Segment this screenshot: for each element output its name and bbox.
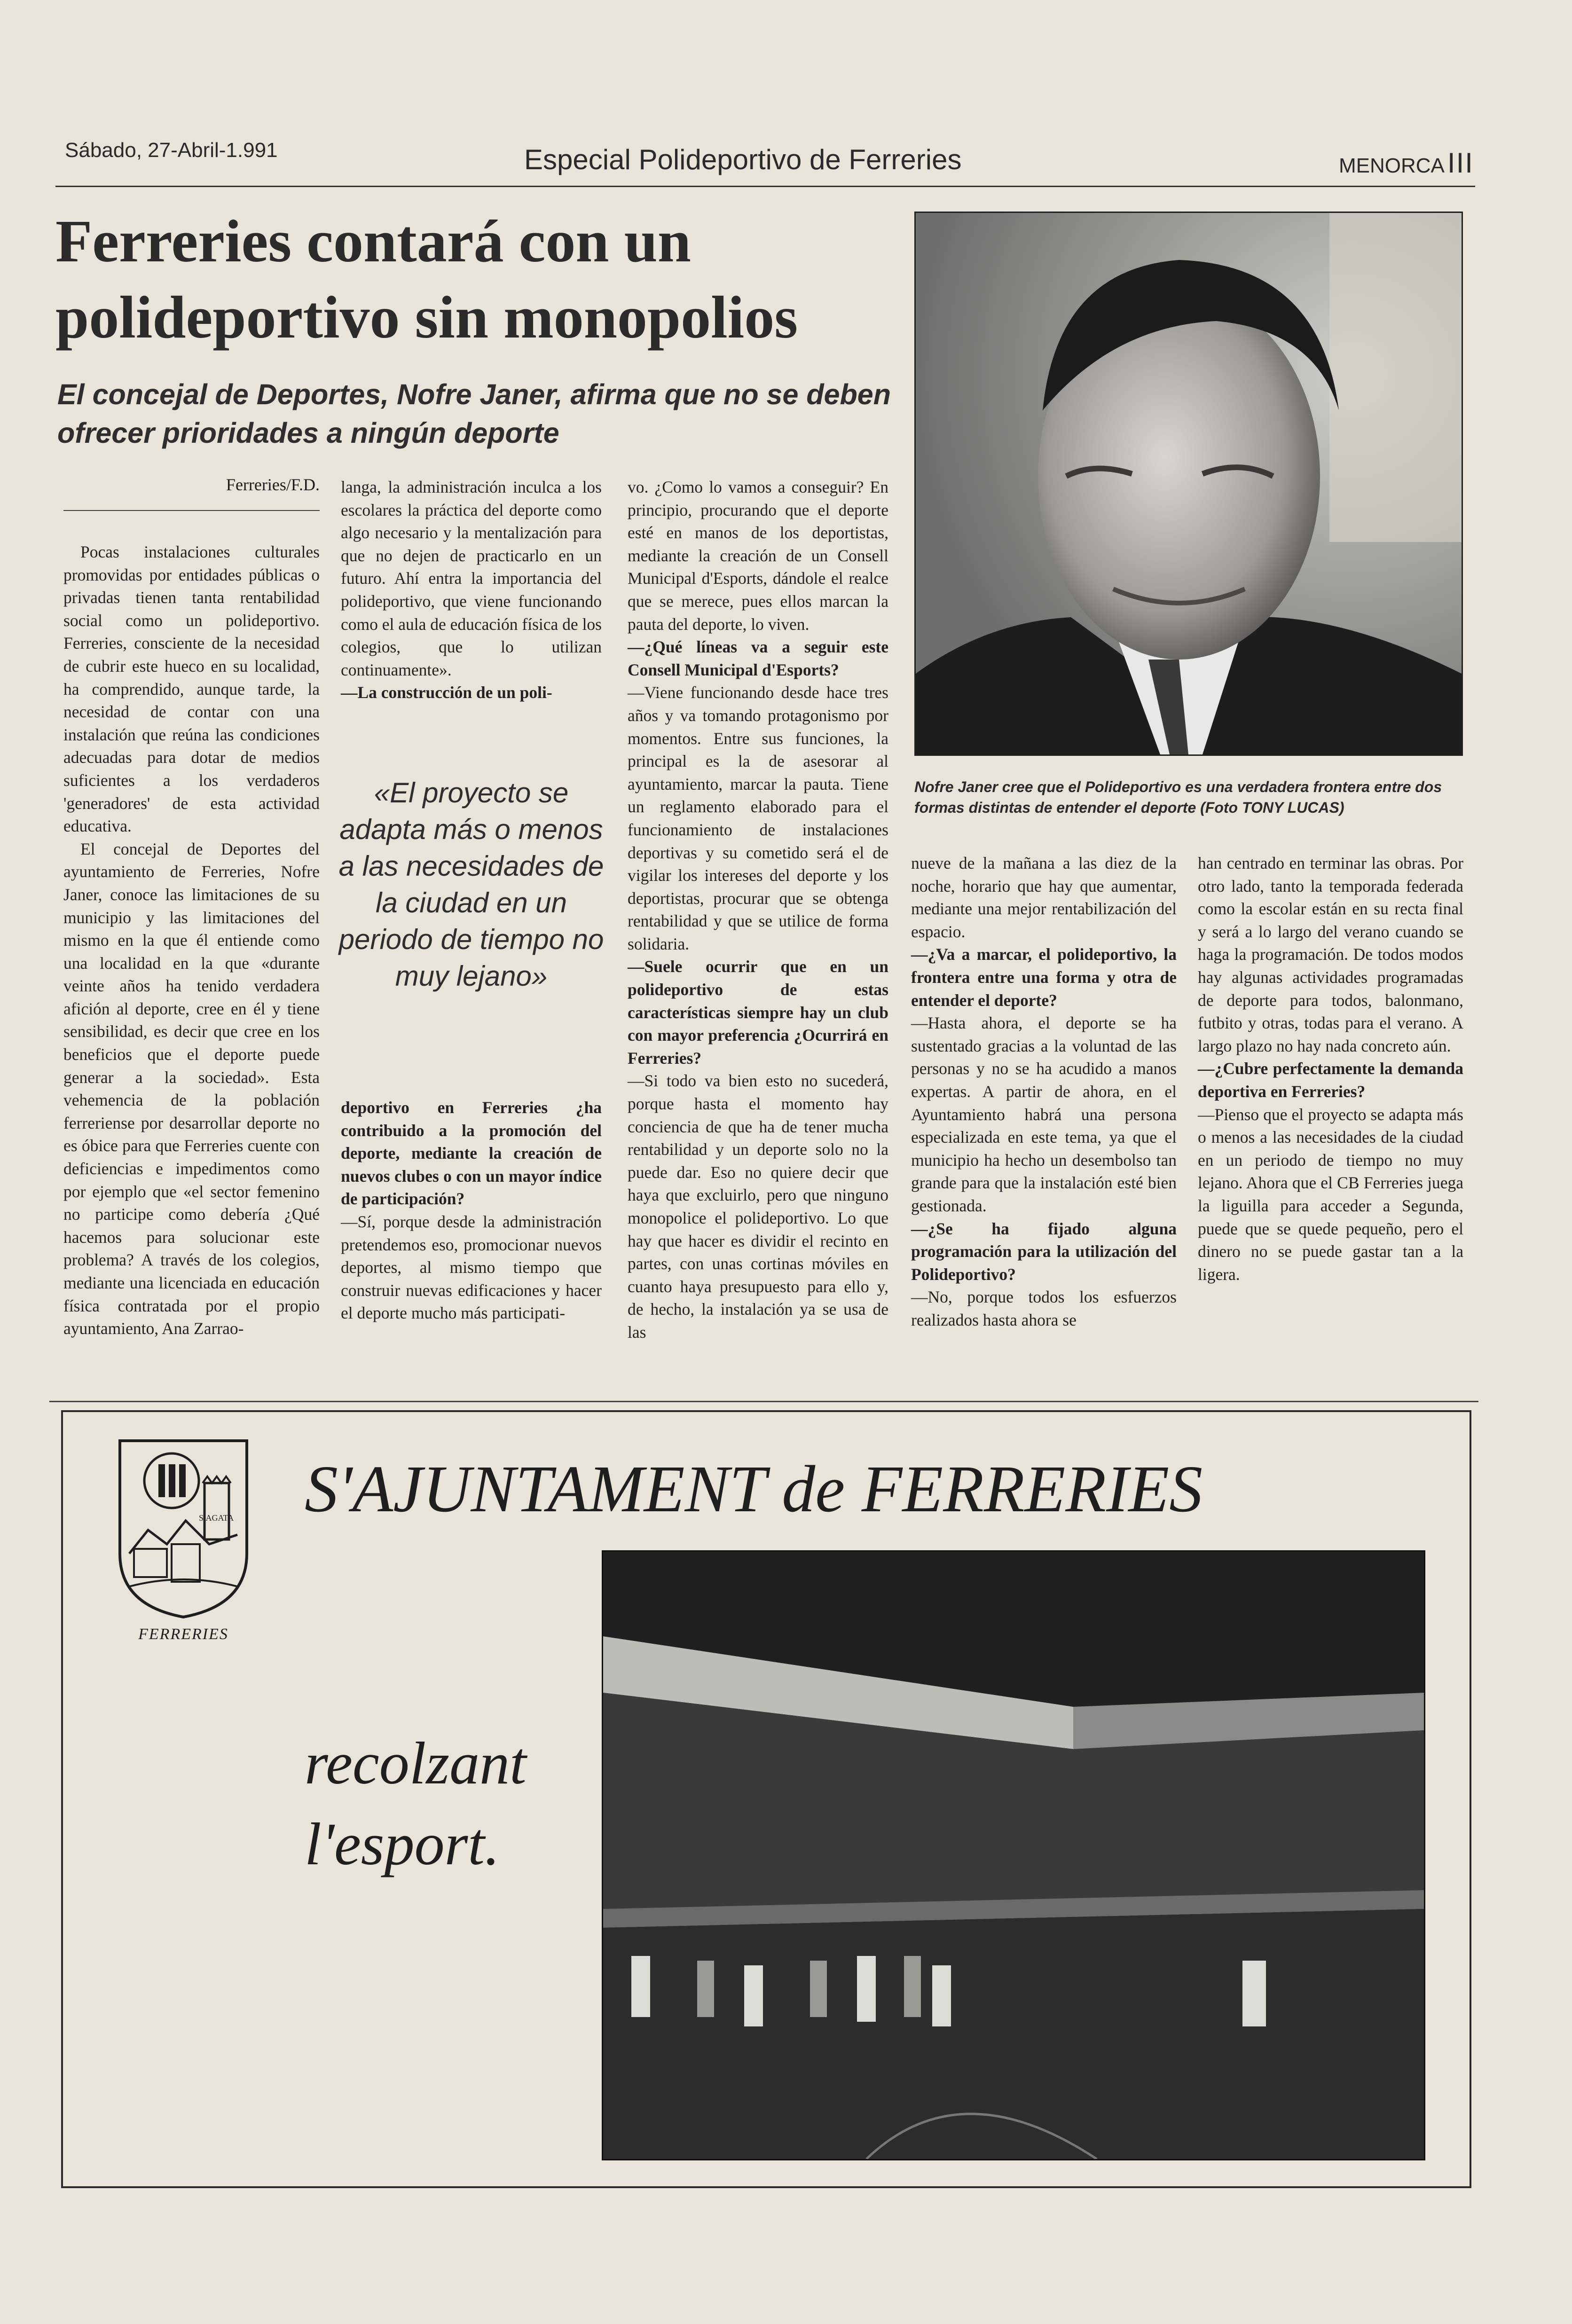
portrait-photo [914, 212, 1463, 756]
interview-answer: —Pienso que el proyecto se adapta más o menos a las necesidades de la ciudad en un periodo de tiempo no muy lejano. Ahora que el CB Ferreries juega la liguilla para acceder a Segunda, puede que se quede pequeño, pero el dinero no se puede gastar tan a la ligera. [1198, 1105, 1463, 1284]
pull-quote: «El proyecto se adapta más o menos a las necesidades de la ciudad en un periodo de tiempo no muy lejano» [338, 777, 604, 992]
article-subhead: El concejal de Deportes, Nofre Janer, afirma que no se deben ofrecer prioridades a ningún deporte [57, 378, 891, 449]
basketball-game-photo [602, 1550, 1425, 2160]
interview-question: —¿Cubre perfectamente la demanda deportiva en Ferreries? [1198, 1059, 1463, 1101]
interview-question: —¿Va a marcar, el polideportivo, la frontera entre una forma y otra de entender el deporte? [911, 945, 1177, 1010]
ad-title: S'AJUNTAMENT de FERRERIES [305, 1452, 1203, 1526]
article-column-3 [628, 476, 888, 1344]
interview-answer: —Sí, porque desde la administración pretendemos eso, promocionar nuevos deportes, al mismo tiempo que construir nuevas edificaciones y hacer el deporte mucho más participati- [341, 1212, 602, 1323]
article-column-1 [63, 541, 320, 1340]
portrait-illustration [916, 213, 1462, 754]
interview-answer: —No, porque todos los esfuerzos realizados hasta ahora se [911, 1288, 1177, 1329]
slogan-line-2: l'esport. [305, 1811, 500, 1877]
coat-tower-label: S.AGATA [199, 1513, 234, 1523]
ad-slogan [305, 1723, 527, 1884]
publication-name: MENORCA [1339, 154, 1445, 177]
section-title: Especial Polideportivo de Ferreries [524, 144, 962, 175]
headline-line-1: Ferreries contará con un [55, 208, 691, 275]
interview-question: deportivo en Ferreries ¿ha contribuido a la promoción del deporte, mediante la creación de nuevos clubes o con un mayor índice de participación? [341, 1098, 602, 1209]
paragraph: han centrado en terminar las obras. Por otro lado, tanto la temporada federada como la escolar están en su recta final y será a lo largo del verano cuando se haga la programación. De todos modos hay algunas actividades programadas de deporte para todos, balonmano, futbito y otras, todas para el verano. A largo plazo no hay nada concreto aún. [1198, 854, 1463, 1055]
byline-divider [63, 510, 320, 511]
interview-answer: —Viene funcionando desde hace tres años y va tomando protagonismo por momentos. Entre sus funciones, la principal es la de asesorar al ayuntamiento, marcar la pauta. Tiene un reglamento elaborado para el funcionamiento de instalaciones deportivas y su cometido será el de vigilar los intereses del deporte y los deportistas, procurar que se obtenga rentabilidad y que se utilice de forma solidaria. [628, 683, 888, 953]
paragraph: vo. ¿Como lo vamos a conseguir? En principio, procurando que el deporte esté en manos de los deportistas, mediante la creación de un Consell Municipal d'Esports, dándole el realce que se merece, pues ellos marcan la pauta del deporte, lo viven. [628, 478, 888, 634]
coat-label: FERRERIES [138, 1625, 228, 1643]
publication-page [1339, 147, 1474, 179]
paragraph: nueve de la mañana a las diez de la noche, horario que hay que aumentar, mediante una mejor rentabilización del espacio. [911, 854, 1177, 941]
paragraph: langa, la administración inculca a los escolares la práctica del deporte como algo necesario y la mentalización para que no dejen de practicarlo en un futuro. Ahí entra la importancia del polideportivo, que viene funcionando como el aula de educación física de los colegios, que lo utilizan continuamente». [341, 478, 602, 679]
ad-divider [49, 1401, 1478, 1402]
page-number: III [1447, 147, 1474, 179]
header-divider [55, 186, 1475, 187]
interview-answer: —Hasta ahora, el deporte se ha sustentado gracias a la voluntad de las personas y no se ha acudido a manos expertas. A partir de ahora, en el Ayuntamiento habrá una persona especializada en este tema, ya que el municipio ha hecho un desembolso tan grande para que la instalación esté bien gestionada. [911, 1013, 1177, 1215]
photo-caption: Nofre Janer cree que el Polideportivo es una verdadera frontera entre dos formas distintas de entender el deporte (Foto TONY LUCAS) [914, 778, 1442, 816]
article-headline [55, 203, 902, 355]
paragraph: Pocas instalaciones culturales promovidas por entidades públicas o privadas tienen tanta rentabilidad social como un polideportivo. Ferreries, consciente de la necesidad de cubrir este hueco en su localidad, ha comprendido, aunque tarde, la necesidad de contar con una instalación que reúna las condiciones adecuadas para dotar de medios suficientes a los verdaderos 'generadores' de esta actividad educativa. [63, 542, 320, 836]
article-column-2-top [341, 476, 602, 704]
paragraph: El concejal de Deportes del ayuntamiento de Ferreries, Nofre Janer, conoce las limitaciones de su municipio y las limitaciones del mismo en la que él entiende como una localidad en la que «durante veinte años ha tenido verdadera afición al deporte, cree en él y tiene sensibilidad, es decir que cree en los beneficios que el deporte puede generar a la sociedad». Esta vehemencia de la población ferreriense por desarrollar deporte no es óbice para que Ferreries cuente con deficiencias e impedimentos como por ejemplo que «el sector femenino no participe como debería ¿Qué hacemos para solucionar este problema? A través de los colegios, mediante una licenciada en educación física contratada por el propio ayuntamiento, Ana Zarrao- [63, 839, 320, 1338]
coat-of-arms-icon [115, 1436, 252, 1619]
byline: Ferreries/F.D. [226, 475, 320, 494]
slogan-line-1: recolzant [305, 1730, 527, 1797]
headline-line-2: polideportivo sin monopolios [55, 284, 798, 351]
issue-date: Sábado, 27-Abril-1.991 [65, 139, 278, 162]
article-column-5 [1198, 852, 1463, 1286]
interview-question: —Suele ocurrir que en un polideportivo de estas características siempre hay un club con mayor preferencia ¿Ocurrirá en Ferreries? [628, 957, 888, 1068]
article-column-4 [911, 852, 1177, 1331]
interview-question: —¿Qué líneas va a seguir este Consell Municipal d'Esports? [628, 637, 888, 679]
interview-question: —¿Se ha fijado alguna programación para la utilización del Polideportivo? [911, 1219, 1177, 1284]
interview-question: —La construcción de un poli- [341, 683, 552, 702]
article-column-2-bottom [341, 1096, 602, 1325]
interview-answer: —Si todo va bien esto no sucederá, porque hasta el momento hay conciencia de que ha de tener mucha rentabilidad y un deporte solo no la puede dar. Eso no quiere decir que haya que excluirlo, pero que ninguno monopolice el polideportivo. Lo que hay que hacer es dividir el recinto en partes, con unas cortinas móviles en cuanto haya presupuesto para ello y, de hecho, la instalación ya se usa de las [628, 1071, 888, 1342]
